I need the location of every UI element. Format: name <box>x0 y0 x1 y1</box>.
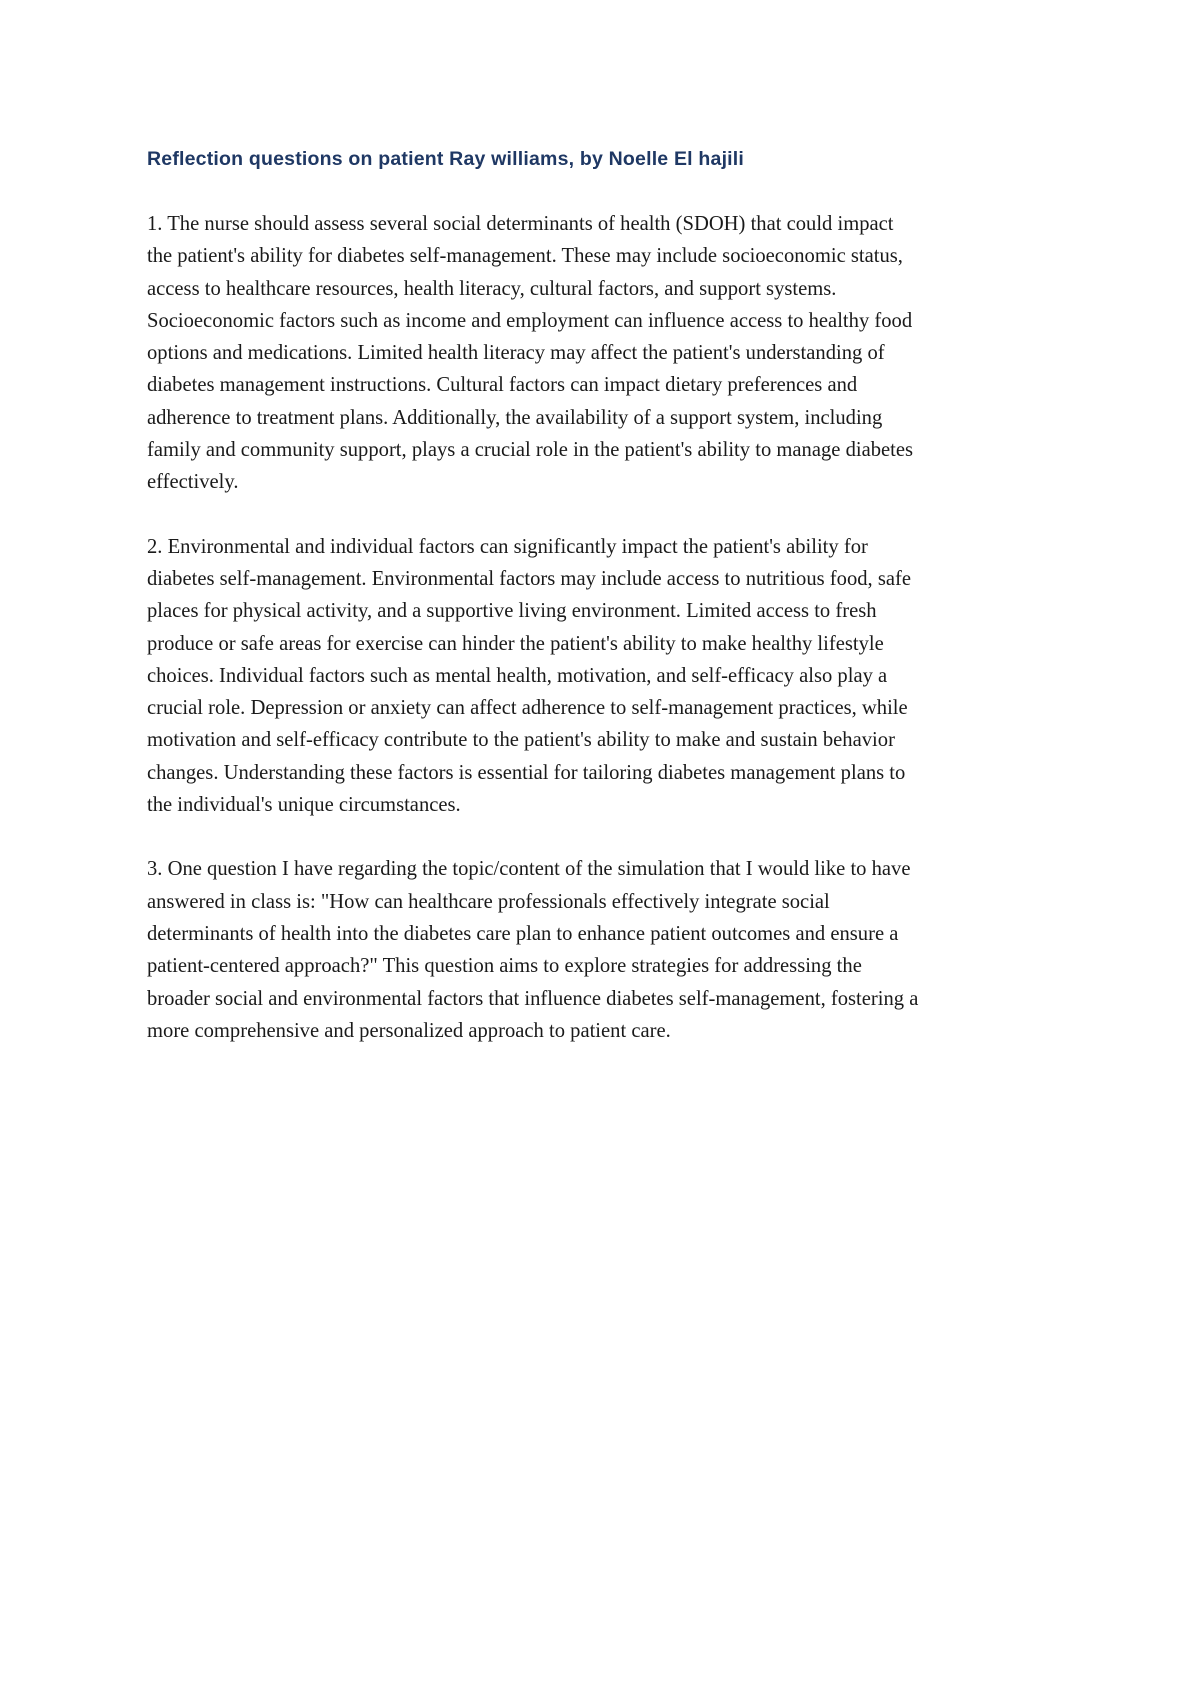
paragraph-line: family and community support, plays a crucial role in the patient's ability to manage diabetes <box>147 439 914 462</box>
paragraph-line: patient-centered approach?" This question aims to explore strategies for addressing the <box>147 955 862 978</box>
paragraph-line: effectively. <box>147 471 239 494</box>
paragraph-answer-3 <box>147 853 1077 1047</box>
paragraph-line: Socioeconomic factors such as income and employment can influence access to healthy food <box>147 309 913 332</box>
paragraph-line: choices. Individual factors such as mental health, motivation, and self-efficacy also play a <box>147 664 888 687</box>
paragraph-line: diabetes management instructions. Cultural factors can impact dietary preferences and <box>147 374 858 397</box>
paragraph-line: crucial role. Depression or anxiety can affect adherence to self-management practices, while <box>147 697 908 720</box>
paragraph-line: 3. One question I have regarding the topic/content of the simulation that I would like to have <box>147 858 911 881</box>
paragraph-line: changes. Understanding these factors is essential for tailoring diabetes management plans to <box>147 761 906 784</box>
paragraph-line: diabetes self-management. Environmental factors may include access to nutritious food, safe <box>147 567 911 590</box>
paragraph-line: produce or safe areas for exercise can hinder the patient's ability to make healthy lifestyle <box>147 632 884 655</box>
paragraph-line: answered in class is: "How can healthcare professionals effectively integrate social <box>147 890 830 913</box>
paragraph-line: the individual's unique circumstances. <box>147 794 461 817</box>
paragraph-line: more comprehensive and personalized approach to patient care. <box>147 1019 671 1042</box>
paragraph-line: determinants of health into the diabetes care plan to enhance patient outcomes and ensure a <box>147 922 899 945</box>
paragraph-answer-1 <box>147 208 1077 499</box>
document-content <box>147 144 1077 1047</box>
paragraph-line: motivation and self-efficacy contribute to the patient's ability to make and sustain behavior <box>147 729 895 752</box>
paragraph-line: the patient's ability for diabetes self-management. These may include socioeconomic status, <box>147 245 903 268</box>
paragraph-line: access to healthcare resources, health literacy, cultural factors, and support systems. <box>147 277 837 300</box>
paragraph-line: places for physical activity, and a supportive living environment. Limited access to fresh <box>147 600 877 623</box>
paragraph-line: broader social and environmental factors that influence diabetes self-management, fostering a <box>147 987 919 1010</box>
paragraph-answer-2 <box>147 531 1077 822</box>
paragraph-line: 2. Environmental and individual factors can significantly impact the patient's ability for <box>147 535 868 558</box>
paragraph-line: options and medications. Limited health literacy may affect the patient's understanding of <box>147 342 885 365</box>
document-title: Reflection questions on patient Ray williams, by Noelle El hajili <box>147 148 745 170</box>
paragraph-line: 1. The nurse should assess several social determinants of health (SDOH) that could impact <box>147 213 894 235</box>
paragraph-line: adherence to treatment plans. Additionally, the availability of a support system, including <box>147 406 883 429</box>
